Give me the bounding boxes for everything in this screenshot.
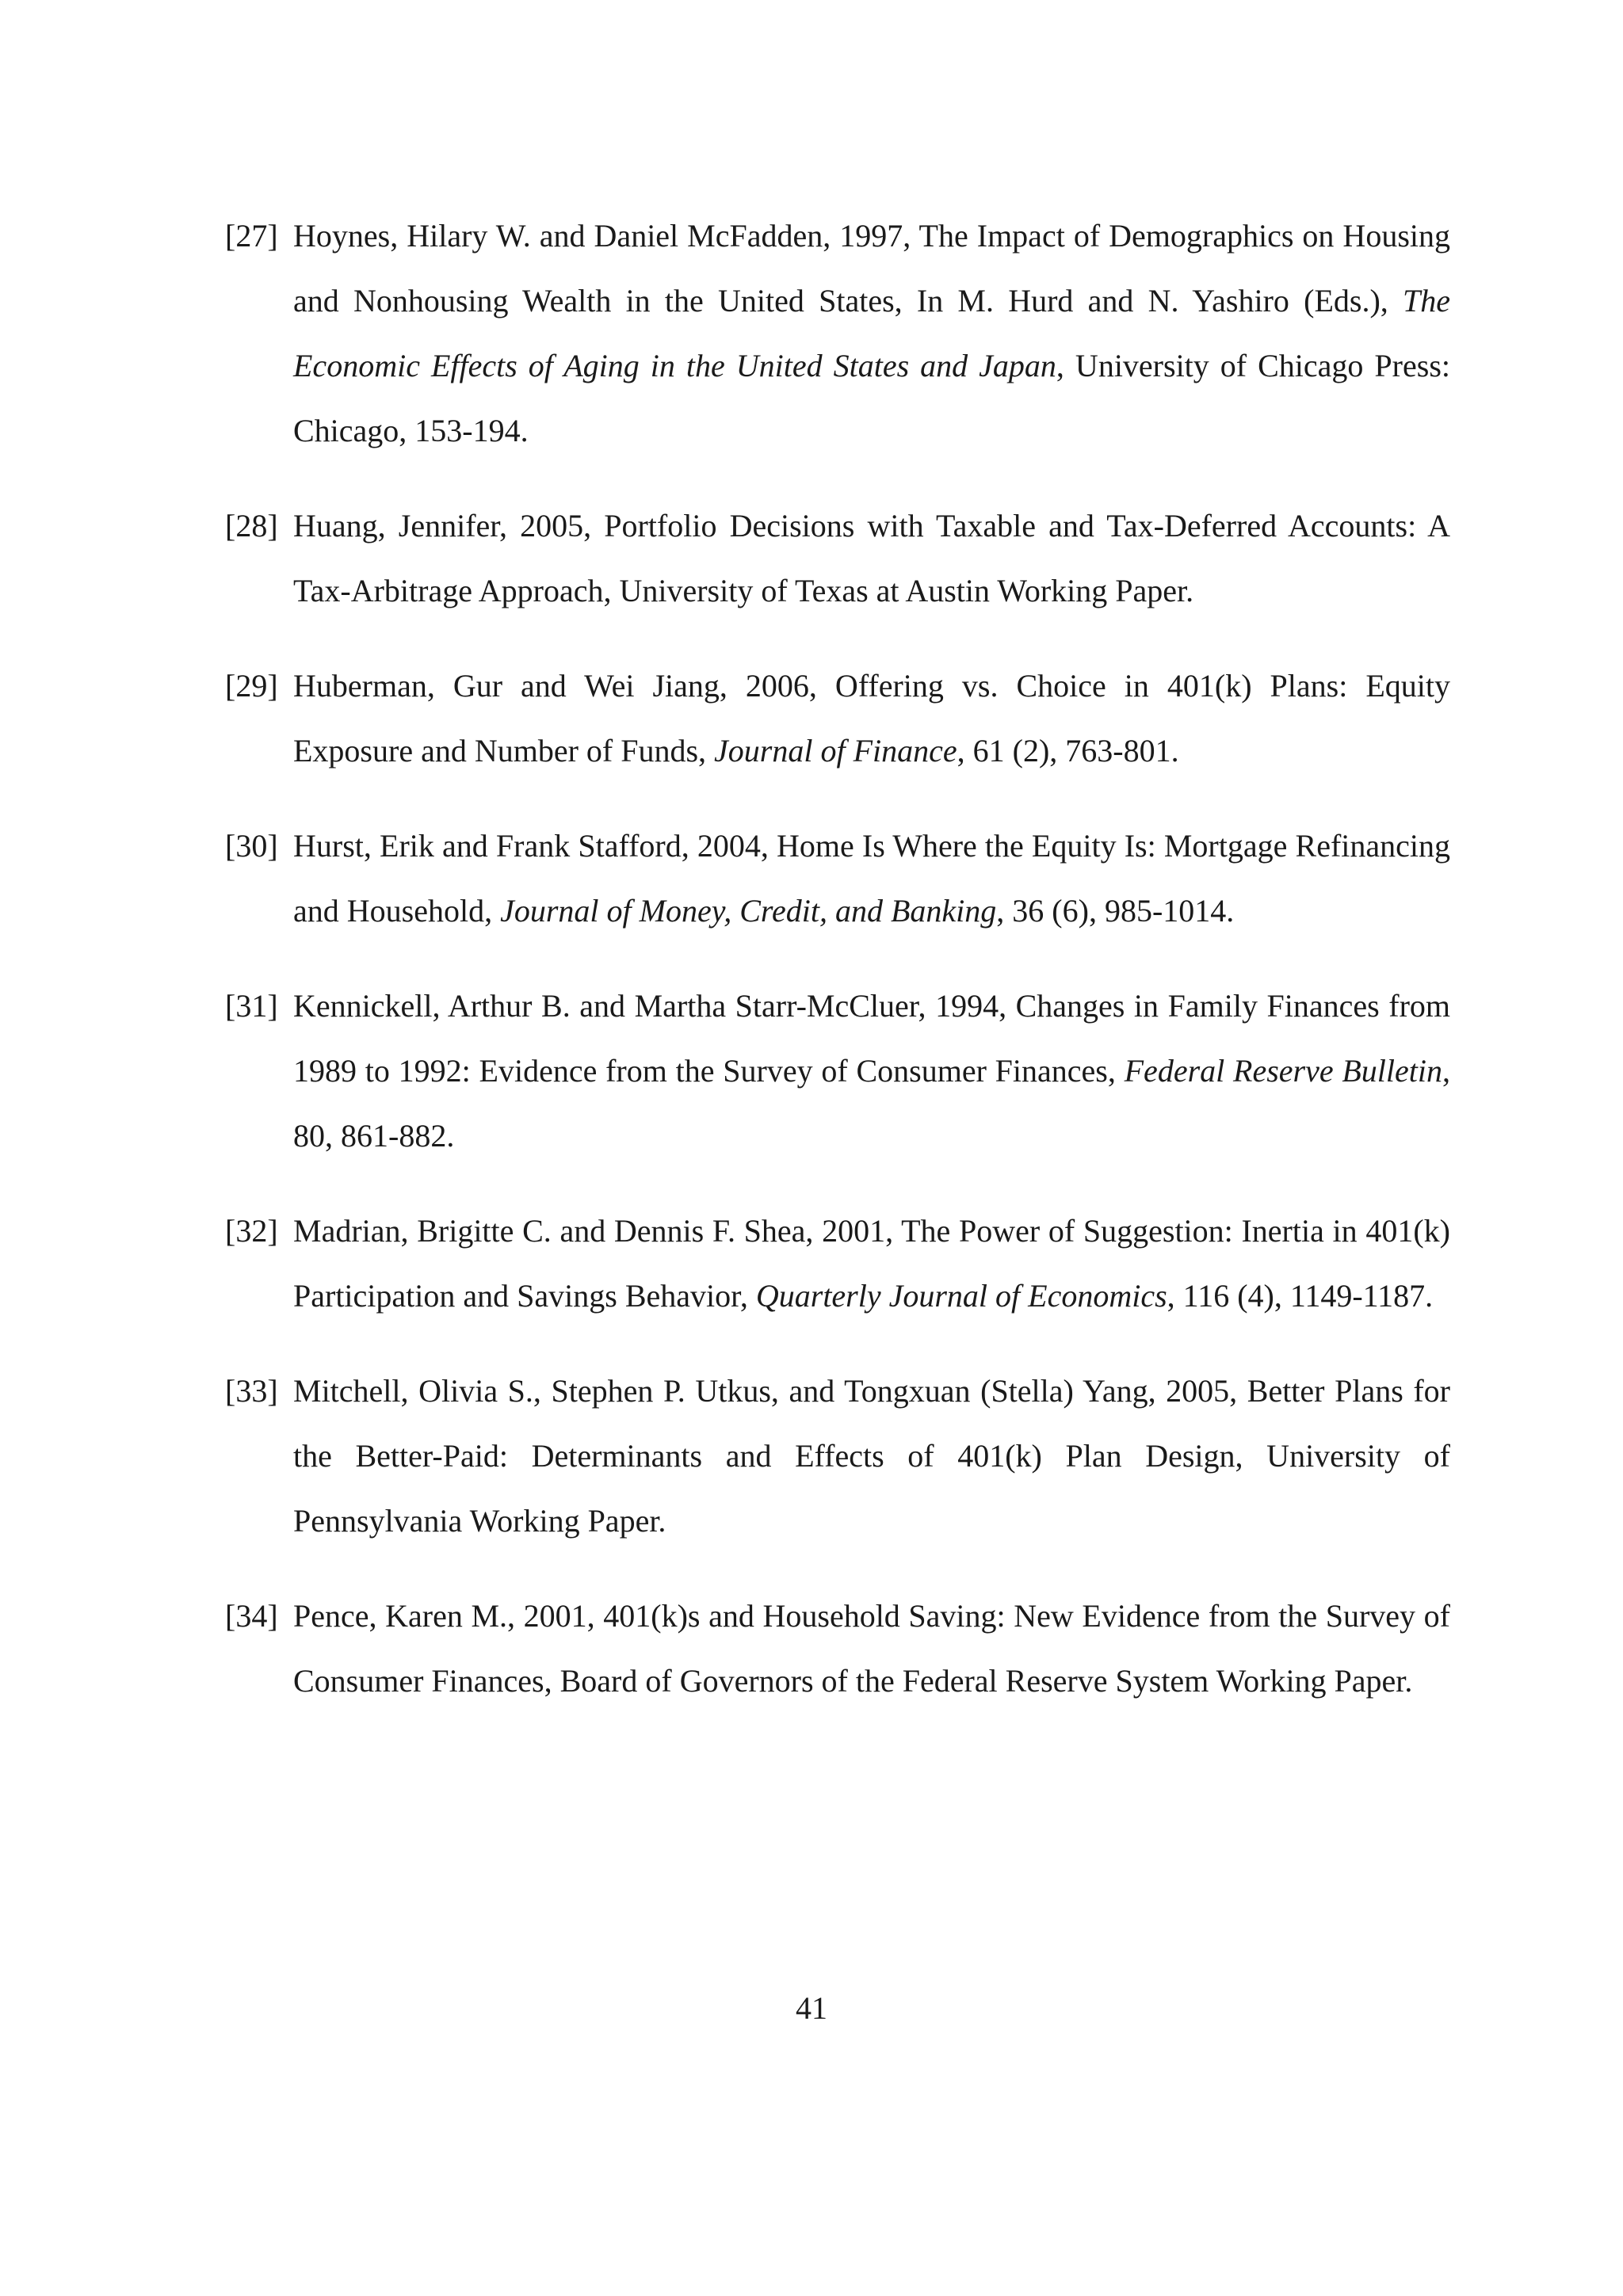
reference-text-segment: Madrian, Brigitte C. and Dennis F. Shea, 2001, The Power of Suggestion: Inertia in 401(k) Participation and Savings Behavior, [293,1213,1450,1314]
reference-text-segment: Huang, Jennifer, 2005, Portfolio Decisions with Taxable and Tax-Deferred Accounts: A Tax-Arbitrage Approach, University of Texas at Austin Working Paper. [293,508,1450,608]
reference-entry [225,494,1450,624]
reference-source-title: Federal Reserve Bulletin [1124,1053,1443,1089]
reference-label: [32] [225,1213,278,1249]
reference-list [225,204,1450,1744]
reference-label: [34] [225,1598,278,1634]
reference-entry [225,654,1450,784]
reference-entry [225,1359,1450,1554]
reference-text-segment: Kennickell, Arthur B. and Martha Starr-McCluer, 1994, Changes in Family Finances from 1989 to 1992: Evidence from the Survey of Consumer Finances, [293,988,1450,1089]
page-number: 41 [796,1990,827,2026]
reference-entry [225,204,1450,463]
reference-text-segment: , 116 (4), 1149-1187. [1167,1278,1434,1314]
reference-text-segment: , 80, 861-882. [293,1053,1451,1154]
reference-text [293,1213,1450,1314]
reference-label: [30] [225,828,278,864]
reference-text [293,1598,1450,1699]
reference-text-segment: Hurst, Erik and Frank Stafford, 2004, Home Is Where the Equity Is: Mortgage Refinancing and Household, [293,828,1450,929]
reference-text-segment: Hoynes, Hilary W. and Daniel McFadden, 1997, The Impact of Demographics on Housing and Nonhousing Wealth in the United States, In M. Hurd and N. Yashiro (Eds.), [293,218,1450,318]
reference-entry [225,1199,1450,1329]
reference-label: [27] [225,218,278,254]
reference-text [293,218,1450,448]
reference-text [293,668,1450,769]
reference-text [293,508,1450,608]
reference-source-title: Quarterly Journal of Economics [755,1278,1167,1314]
reference-source-title: The Economic Effects of Aging in the United States and Japan [293,283,1450,383]
reference-label: [33] [225,1373,278,1409]
reference-text-segment: Pence, Karen M., 2001, 401(k)s and Household Saving: New Evidence from the Survey of Consumer Finances, Board of Governors of the Federal Reserve System Working Paper. [293,1598,1450,1699]
reference-text [293,828,1450,929]
reference-text-segment: Mitchell, Olivia S., Stephen P. Utkus, and Tongxuan (Stella) Yang, 2005, Better Plans for the Better-Paid: Determinants and Effects of 401(k) Plan Design, University of Pennsylvania Working Paper. [293,1373,1450,1539]
reference-text-segment: , University of Chicago Press: Chicago, 153-194. [293,348,1450,448]
reference-entry [225,1584,1450,1714]
reference-text [293,1373,1450,1539]
reference-label: [31] [225,988,278,1024]
reference-text-segment: Huberman, Gur and Wei Jiang, 2006, Offering vs. Choice in 401(k) Plans: Equity Exposure and Number of Funds, [293,668,1450,769]
reference-text-segment: , 36 (6), 985-1014. [996,893,1235,929]
reference-label: [29] [225,668,278,704]
reference-label: [28] [225,508,278,543]
reference-source-title: Journal of Money, Credit, and Banking [500,893,997,929]
reference-text-segment: , 61 (2), 763-801. [957,733,1179,769]
reference-text [293,988,1450,1154]
reference-entry [225,814,1450,944]
reference-source-title: Journal of Finance [714,733,957,769]
reference-entry [225,974,1450,1169]
